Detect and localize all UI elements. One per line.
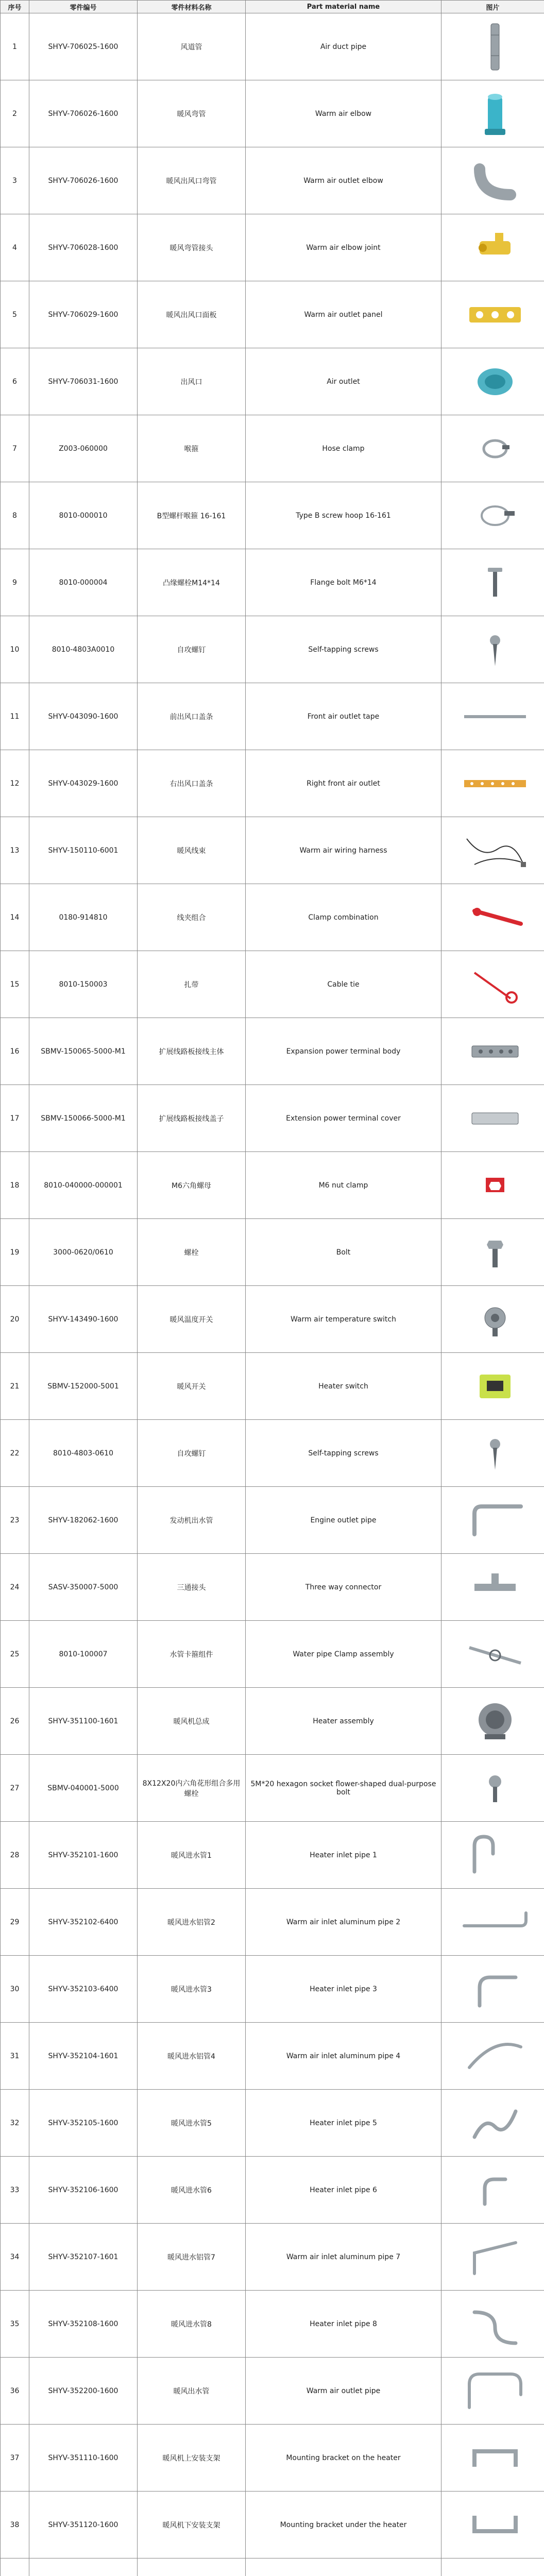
part-picture <box>441 884 544 951</box>
row-number: 31 <box>1 2023 29 2090</box>
three-way-connector-icon <box>444 1555 544 1620</box>
inlet-pipe-short-icon <box>444 2158 544 2223</box>
chinese-name: 扩展线路板接线盖子 <box>138 1085 246 1152</box>
part-number: SHYV-706026-1600 <box>29 80 138 147</box>
part-number: SHYV-351110-1600 <box>29 2425 138 2492</box>
part-picture <box>441 1085 544 1152</box>
row-number: 38 <box>1 2492 29 2558</box>
part-picture <box>441 2358 544 2425</box>
chinese-name: 暖风进水管5 <box>138 2090 246 2157</box>
part-number: SBMV-152000-5001 <box>29 1353 138 1420</box>
part-number: SHYV-706026-1600 <box>29 147 138 214</box>
part-picture <box>441 482 544 549</box>
table-row <box>1 1420 544 1487</box>
heater-switch-icon <box>444 1354 544 1419</box>
part-picture <box>441 1420 544 1487</box>
chinese-name: 暖风弯管 <box>138 80 246 147</box>
part-number: SHYV-706028-1600 <box>29 214 138 281</box>
part-number: 8010-000010 <box>29 482 138 549</box>
chinese-name: 暖风进水管6 <box>138 2157 246 2224</box>
part-number: 8010-4803-0610 <box>29 1420 138 1487</box>
part-picture <box>441 683 544 750</box>
table-body <box>1 13 544 2576</box>
table-row <box>1 415 544 482</box>
row-number: 13 <box>1 817 29 884</box>
table-row <box>1 1889 544 1956</box>
part-number: SHYV-150110-6001 <box>29 817 138 884</box>
nut-clamp-icon <box>444 1153 544 1218</box>
chinese-name: 暖风开关 <box>138 1353 246 1420</box>
elbow-joint-icon <box>444 215 544 280</box>
part-number: SBMV-150065-5000-M1 <box>29 1018 138 1085</box>
table-row <box>1 616 544 683</box>
terminal-cover-icon <box>444 1086 544 1151</box>
chinese-name: 发动机出水管 <box>138 1487 246 1554</box>
cable-tie-icon <box>444 952 544 1017</box>
hose-clamp-icon <box>444 416 544 481</box>
table-row <box>1 1956 544 2023</box>
row-number: 30 <box>1 1956 29 2023</box>
english-name: Self-tapping screws <box>246 616 441 683</box>
outlet-panel-icon <box>444 282 544 347</box>
row-number: 8 <box>1 482 29 549</box>
chinese-name: 暖风进水铝管4 <box>138 2023 246 2090</box>
inlet-pipe-bend-icon <box>444 1957 544 2022</box>
english-name: Warm air outlet elbow <box>246 147 441 214</box>
chinese-name: 暖风线束 <box>138 817 246 884</box>
part-picture <box>441 1018 544 1085</box>
english-name: Mounting bracket on the heater <box>246 2425 441 2492</box>
table-row <box>1 147 544 214</box>
chinese-name: 8X12X20内六角花形组合多用螺栓 <box>138 1755 246 1822</box>
english-name: Warm air inlet aluminum pipe 7 <box>246 2224 441 2291</box>
air-outlet-icon <box>444 349 544 414</box>
part-picture <box>441 2157 544 2224</box>
row-number: 12 <box>1 750 29 817</box>
row-number: 34 <box>1 2224 29 2291</box>
chinese-name: M6六角螺母 <box>138 1152 246 1219</box>
header-english-name: Part material name <box>246 1 441 13</box>
header-picture: 图片 <box>441 1 544 13</box>
part-picture <box>441 2224 544 2291</box>
clamp-combination-icon <box>444 885 544 950</box>
inlet-pipe-hook-icon <box>444 1823 544 1888</box>
chinese-name: 暖风弯管接头 <box>138 214 246 281</box>
chinese-name: 暖风机下安装支架 <box>138 2492 246 2558</box>
chinese-name: 水管卡箍组件 <box>138 1621 246 1688</box>
part-number: SHYV-043029-1600 <box>29 750 138 817</box>
table-row <box>1 2224 544 2291</box>
air-duct-pipe-icon <box>444 14 544 79</box>
part-picture <box>441 750 544 817</box>
engine-outlet-pipe-icon <box>444 1488 544 1553</box>
english-name <box>246 2558 441 2576</box>
chinese-name: 暖风温度开关 <box>138 1286 246 1353</box>
table-row <box>1 951 544 1018</box>
row-number: 9 <box>1 549 29 616</box>
chinese-name: 喉箍 <box>138 415 246 482</box>
chinese-name <box>138 2558 246 2576</box>
part-picture <box>441 1755 544 1822</box>
outlet-tape-holes-icon <box>444 751 544 816</box>
table-row <box>1 2358 544 2425</box>
inlet-pipe-s-icon <box>444 2091 544 2156</box>
table-row <box>1 281 544 348</box>
chinese-name: 线夹组合 <box>138 884 246 951</box>
english-name: Type B screw hoop 16-161 <box>246 482 441 549</box>
table-row <box>1 348 544 415</box>
row-number: 32 <box>1 2090 29 2157</box>
heater-assembly-icon <box>444 1689 544 1754</box>
table-row <box>1 1085 544 1152</box>
part-number: SHYV-352103-6400 <box>29 1956 138 2023</box>
chinese-name: 前出风口盖条 <box>138 683 246 750</box>
part-number: SHYV-352108-1600 <box>29 2291 138 2358</box>
table-row <box>1 817 544 884</box>
lower-bracket-icon <box>444 2493 544 2557</box>
chinese-name: 右出风口盖条 <box>138 750 246 817</box>
terminal-body-icon <box>444 1019 544 1084</box>
table-row <box>1 750 544 817</box>
row-number: 6 <box>1 348 29 415</box>
bolt-icon <box>444 1220 544 1285</box>
warm-air-elbow-icon <box>444 81 544 146</box>
temperature-switch-icon <box>444 1287 544 1352</box>
chinese-name: 暖风机总成 <box>138 1688 246 1755</box>
chinese-name: B型螺杆喉箍 16-161 <box>138 482 246 549</box>
part-picture <box>441 2023 544 2090</box>
chinese-name: 暖风出风口弯管 <box>138 147 246 214</box>
part-number: SHYV-352102-6400 <box>29 1889 138 1956</box>
part-number: SHYV-706029-1600 <box>29 281 138 348</box>
english-name: Warm air elbow <box>246 80 441 147</box>
chinese-name: 扎带 <box>138 951 246 1018</box>
table-row <box>1 1152 544 1219</box>
chinese-name: 自攻螺钉 <box>138 1420 246 1487</box>
row-number: 35 <box>1 2291 29 2358</box>
part-number: 3000-0620/0610 <box>29 1219 138 1286</box>
part-picture <box>441 214 544 281</box>
english-name: Water pipe Clamp assembly <box>246 1621 441 1688</box>
outlet-tape-plain-icon <box>444 684 544 749</box>
part-number: SHYV-352200-1600 <box>29 2358 138 2425</box>
part-picture <box>441 348 544 415</box>
english-name: Extension power terminal cover <box>246 1085 441 1152</box>
table-row <box>1 2425 544 2492</box>
part-picture <box>441 1487 544 1554</box>
english-name: Clamp combination <box>246 884 441 951</box>
table-row <box>1 2558 544 2576</box>
part-number: 8010-100007 <box>29 1621 138 1688</box>
row-number: 3 <box>1 147 29 214</box>
english-name: Air duct pipe <box>246 13 441 80</box>
table-row <box>1 2023 544 2090</box>
self-tapping-screw-icon <box>444 617 544 682</box>
part-picture <box>441 1688 544 1755</box>
row-number: 17 <box>1 1085 29 1152</box>
part-number: SHYV-352101-1600 <box>29 1822 138 1889</box>
row-number: 21 <box>1 1353 29 1420</box>
row-number: 20 <box>1 1286 29 1353</box>
part-picture <box>441 1353 544 1420</box>
table-row <box>1 1755 544 1822</box>
part-picture <box>441 13 544 80</box>
part-number: SBMV-150066-5000-M1 <box>29 1085 138 1152</box>
english-name: Heater inlet pipe 6 <box>246 2157 441 2224</box>
english-name: Mounting bracket under the heater <box>246 2492 441 2558</box>
part-number: SHYV-182062-1600 <box>29 1487 138 1554</box>
upper-bracket-icon <box>444 2426 544 2490</box>
table-row <box>1 13 544 80</box>
row-number: 19 <box>1 1219 29 1286</box>
chinese-name: 自攻螺钉 <box>138 616 246 683</box>
outlet-pipe-loop-icon <box>444 2359 544 2424</box>
chinese-name: 出风口 <box>138 348 246 415</box>
part-number: SBMV-040001-5000 <box>29 1755 138 1822</box>
english-name: Warm air wiring harness <box>246 817 441 884</box>
english-name: Engine outlet pipe <box>246 1487 441 1554</box>
part-number: 8010-4803A0010 <box>29 616 138 683</box>
row-number: 11 <box>1 683 29 750</box>
part-number: SHYV-352105-1600 <box>29 2090 138 2157</box>
row-number: 18 <box>1 1152 29 1219</box>
chinese-name: 扩展线路板接线主体 <box>138 1018 246 1085</box>
table-row <box>1 1487 544 1554</box>
part-picture <box>441 2558 544 2576</box>
table-row <box>1 2157 544 2224</box>
chinese-name: 螺栓 <box>138 1219 246 1286</box>
part-number: SHYV-352104-1601 <box>29 2023 138 2090</box>
table-row <box>1 214 544 281</box>
row-number: 22 <box>1 1420 29 1487</box>
english-name: Three way connector <box>246 1554 441 1621</box>
english-name: Warm air inlet aluminum pipe 2 <box>246 1889 441 1956</box>
part-number: SHYV-351100-1601 <box>29 1688 138 1755</box>
english-name: Heater inlet pipe 3 <box>246 1956 441 2023</box>
aluminum-pipe-angle-icon <box>444 2225 544 2290</box>
row-number: 4 <box>1 214 29 281</box>
row-number: 27 <box>1 1755 29 1822</box>
table-row <box>1 1621 544 1688</box>
chinese-name: 暖风出水管 <box>138 2358 246 2425</box>
table-row <box>1 1554 544 1621</box>
row-number: 7 <box>1 415 29 482</box>
header-chinese-name: 零件材料名称 <box>138 1 246 13</box>
pipe-clamp-assembly-icon <box>444 1622 544 1687</box>
table-row <box>1 482 544 549</box>
table-row <box>1 1018 544 1085</box>
row-number: 37 <box>1 2425 29 2492</box>
table-row <box>1 1688 544 1755</box>
chinese-name: 暖风进水管3 <box>138 1956 246 2023</box>
outlet-elbow-icon <box>444 148 544 213</box>
row-number: 14 <box>1 884 29 951</box>
hex-socket-bolt-icon <box>444 1756 544 1821</box>
part-picture <box>441 2425 544 2492</box>
part-picture <box>441 1889 544 1956</box>
part-picture <box>441 2291 544 2358</box>
chinese-name: 三通接头 <box>138 1554 246 1621</box>
part-picture <box>441 1554 544 1621</box>
part-number: SASV-350007-5000 <box>29 1554 138 1621</box>
row-number: 29 <box>1 1889 29 1956</box>
english-name: Right front air outlet <box>246 750 441 817</box>
english-name: Bolt <box>246 1219 441 1286</box>
part-number: SHYV-706025-1600 <box>29 13 138 80</box>
row-number: 26 <box>1 1688 29 1755</box>
part-number: 0180-914810 <box>29 884 138 951</box>
english-name: Heater inlet pipe 5 <box>246 2090 441 2157</box>
english-name: Heater assembly <box>246 1688 441 1755</box>
row-number: 5 <box>1 281 29 348</box>
english-name: Air outlet <box>246 348 441 415</box>
washer-icon <box>444 2560 544 2576</box>
inlet-pipe-curve-icon <box>444 2292 544 2357</box>
chinese-name: 凸缘螺栓M14*14 <box>138 549 246 616</box>
part-number: 8010-040000-000001 <box>29 1152 138 1219</box>
english-name: Heater inlet pipe 1 <box>246 1822 441 1889</box>
header-part-number: 零件编号 <box>29 1 138 13</box>
part-number: SHYV-352107-1601 <box>29 2224 138 2291</box>
table-row <box>1 1822 544 1889</box>
row-number: 36 <box>1 2358 29 2425</box>
english-name: Flange bolt M6*14 <box>246 549 441 616</box>
part-picture <box>441 147 544 214</box>
row-number: 23 <box>1 1487 29 1554</box>
chinese-name: 暖风出风口面板 <box>138 281 246 348</box>
row-number: 25 <box>1 1621 29 1688</box>
row-number: 15 <box>1 951 29 1018</box>
row-number <box>1 2558 29 2576</box>
part-picture <box>441 2492 544 2558</box>
english-name: Cable tie <box>246 951 441 1018</box>
flange-bolt-icon <box>444 550 544 615</box>
english-name: Front air outlet tape <box>246 683 441 750</box>
chinese-name: 风道管 <box>138 13 246 80</box>
table-row <box>1 1219 544 1286</box>
part-picture <box>441 1219 544 1286</box>
part-picture <box>441 80 544 147</box>
header-number: 序号 <box>1 1 29 13</box>
part-picture <box>441 817 544 884</box>
english-name: Warm air inlet aluminum pipe 4 <box>246 2023 441 2090</box>
table-row <box>1 1353 544 1420</box>
part-number: 8010-150003 <box>29 951 138 1018</box>
part-number: SHYV-351120-1600 <box>29 2492 138 2558</box>
row-number: 2 <box>1 80 29 147</box>
chinese-name: 暖风进水铝管2 <box>138 1889 246 1956</box>
english-name: Heater switch <box>246 1353 441 1420</box>
table-row <box>1 884 544 951</box>
english-name: Heater inlet pipe 8 <box>246 2291 441 2358</box>
part-number: SHYV-706031-1600 <box>29 348 138 415</box>
part-picture <box>441 549 544 616</box>
english-name: Warm air temperature switch <box>246 1286 441 1353</box>
part-number: Z003-060000 <box>29 415 138 482</box>
row-number: 28 <box>1 1822 29 1889</box>
part-picture <box>441 281 544 348</box>
part-number <box>29 2558 138 2576</box>
aluminum-pipe-long-icon <box>444 1890 544 1955</box>
english-name: Warm air elbow joint <box>246 214 441 281</box>
english-name: M6 nut clamp <box>246 1152 441 1219</box>
row-number: 16 <box>1 1018 29 1085</box>
chinese-name: 暖风进水管8 <box>138 2291 246 2358</box>
part-picture <box>441 616 544 683</box>
english-name: Warm air outlet pipe <box>246 2358 441 2425</box>
part-picture <box>441 951 544 1018</box>
part-number: SHYV-043090-1600 <box>29 683 138 750</box>
table-row <box>1 1286 544 1353</box>
table-row <box>1 2492 544 2558</box>
table-row <box>1 683 544 750</box>
chinese-name: 暖风机上安装支架 <box>138 2425 246 2492</box>
english-name: Expansion power terminal body <box>246 1018 441 1085</box>
part-picture <box>441 415 544 482</box>
row-number: 24 <box>1 1554 29 1621</box>
screw-hoop-icon <box>444 483 544 548</box>
english-name: Warm air outlet panel <box>246 281 441 348</box>
row-number: 33 <box>1 2157 29 2224</box>
row-number: 1 <box>1 13 29 80</box>
aluminum-pipe-curve-icon <box>444 2024 544 2089</box>
part-picture <box>441 1286 544 1353</box>
part-picture <box>441 1956 544 2023</box>
table-row <box>1 549 544 616</box>
english-name: 5M*20 hexagon socket flower-shaped dual-purpose bolt <box>246 1755 441 1822</box>
part-picture <box>441 2090 544 2157</box>
table-row <box>1 80 544 147</box>
part-picture <box>441 1822 544 1889</box>
wiring-harness-icon <box>444 818 544 883</box>
part-number: 8010-000004 <box>29 549 138 616</box>
row-number: 10 <box>1 616 29 683</box>
english-name: Self-tapping screws <box>246 1420 441 1487</box>
chinese-name: 暖风进水管1 <box>138 1822 246 1889</box>
part-picture <box>441 1621 544 1688</box>
table-row <box>1 2090 544 2157</box>
part-number: SHYV-143490-1600 <box>29 1286 138 1353</box>
self-tapping-screw-icon <box>444 1421 544 1486</box>
chinese-name: 暖风进水铝管7 <box>138 2224 246 2291</box>
table-row <box>1 2291 544 2358</box>
table-header <box>1 1 544 13</box>
english-name: Hose clamp <box>246 415 441 482</box>
part-picture <box>441 1152 544 1219</box>
part-number: SHYV-352106-1600 <box>29 2157 138 2224</box>
